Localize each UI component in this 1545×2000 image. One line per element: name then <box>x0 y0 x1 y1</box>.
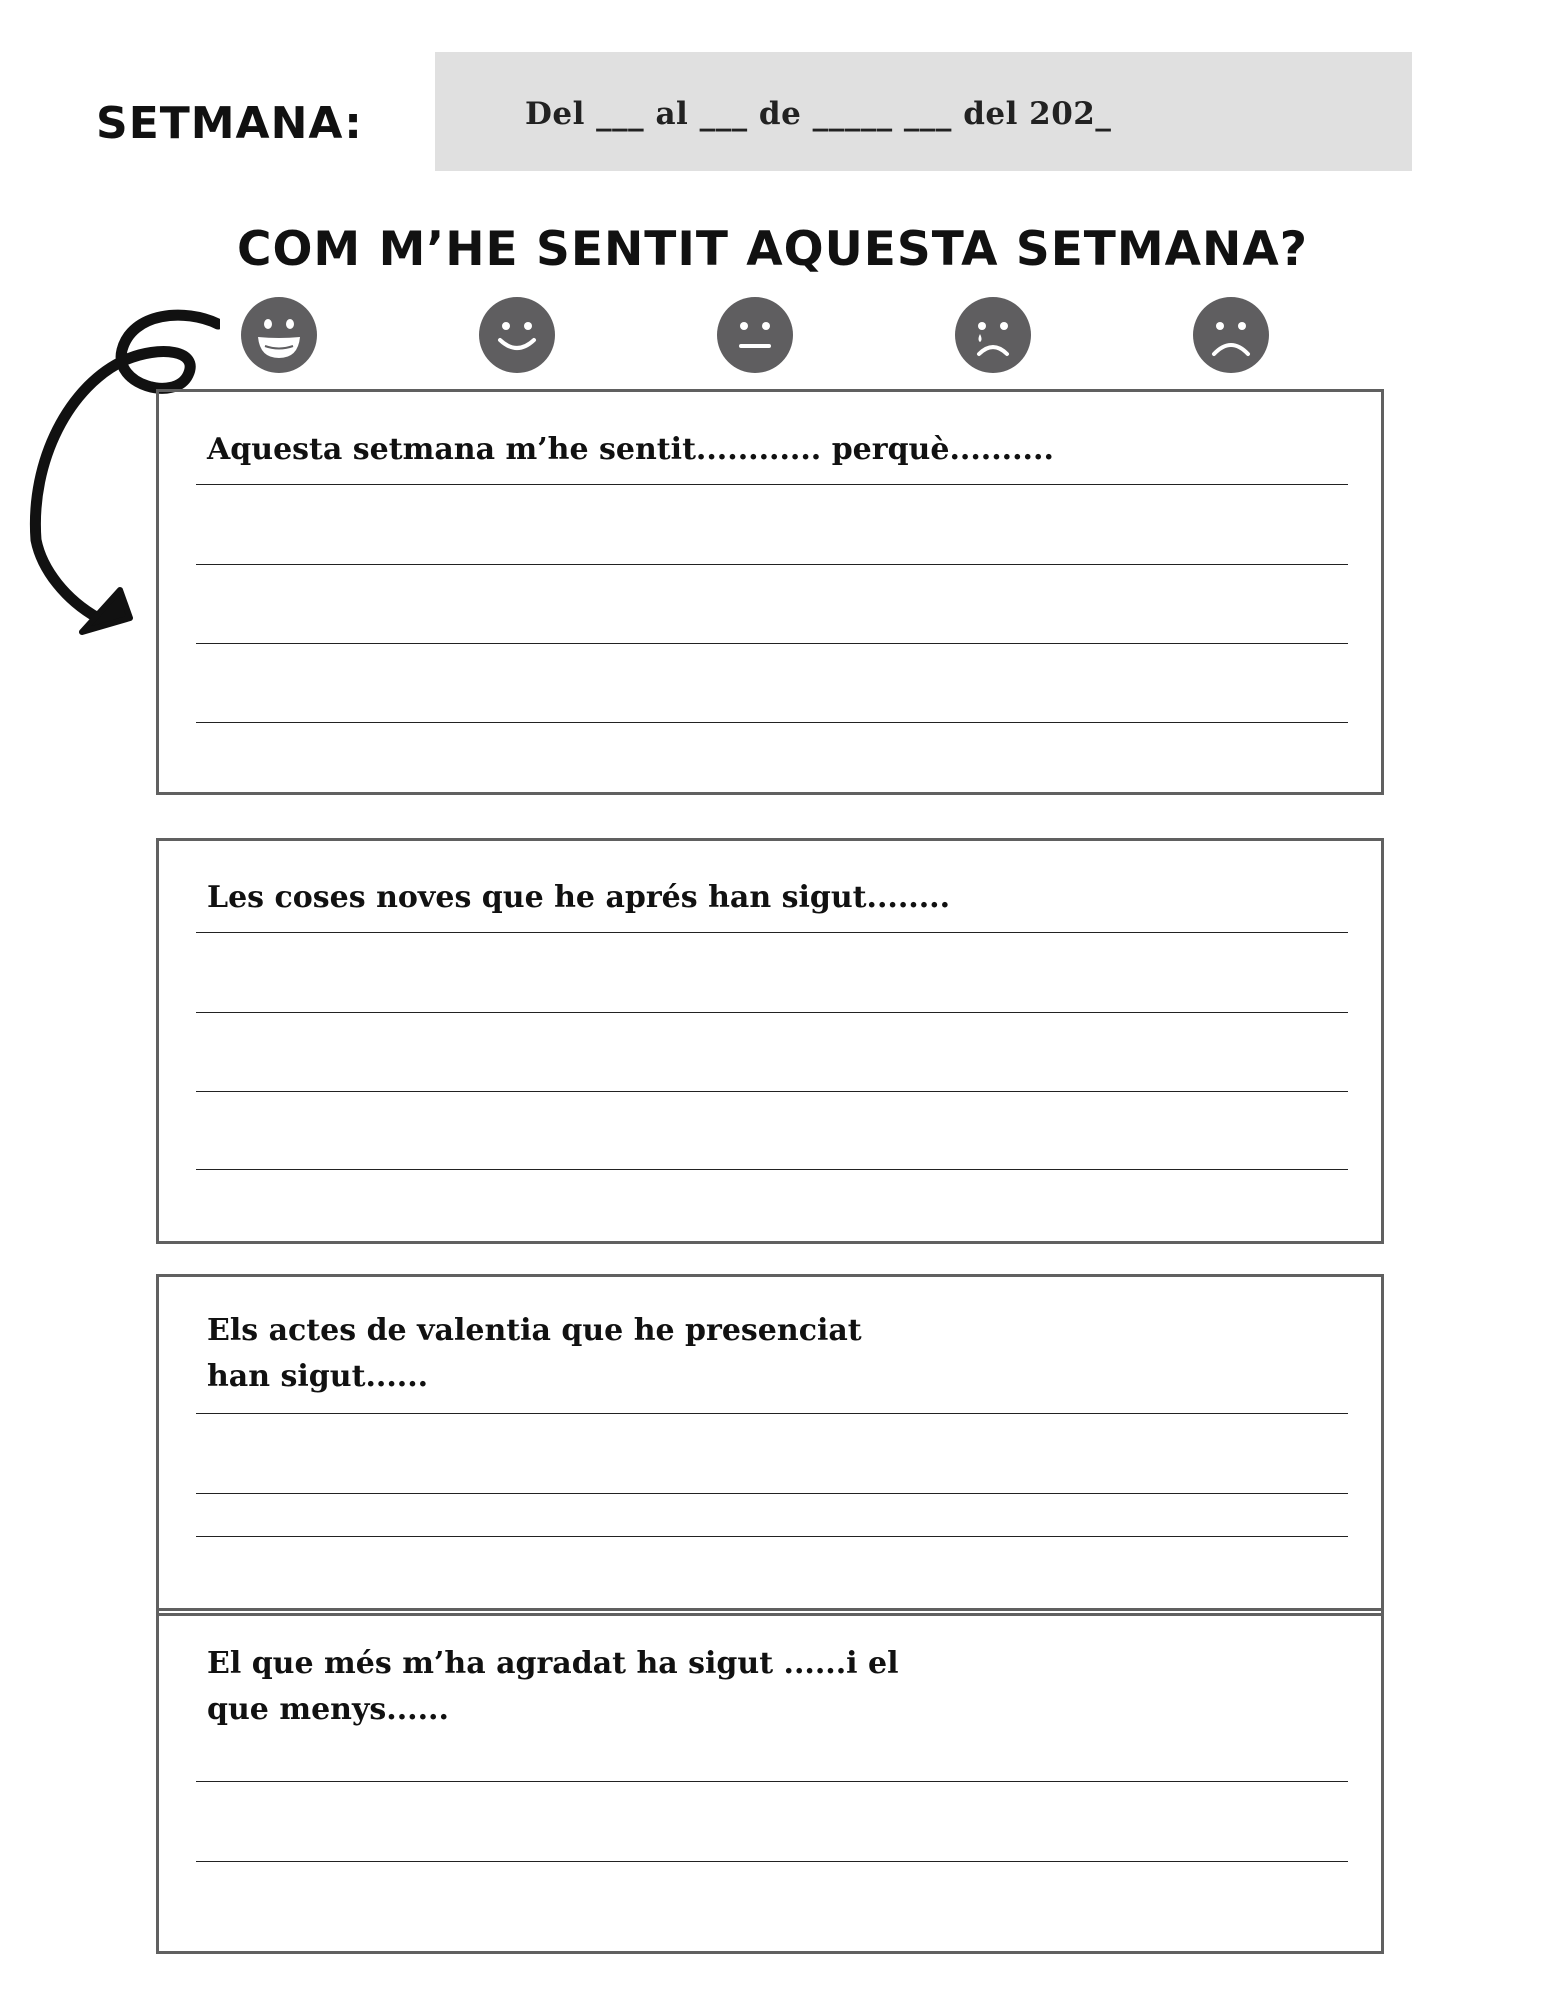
liked-section <box>156 1608 1384 1954</box>
writing-line[interactable] <box>196 643 1348 644</box>
setmana-label: SETMANA: <box>96 98 363 149</box>
smile-face-icon[interactable] <box>478 296 556 374</box>
learned-prompt: Les coses noves que he aprés han sigut........ <box>207 880 951 915</box>
writing-line[interactable] <box>196 1781 1348 1782</box>
date-fill-line: Del ___ al ___ de _____ ___ del 202_ <box>525 96 1112 132</box>
learned-section <box>156 838 1384 1244</box>
date-box <box>435 52 1412 171</box>
writing-line[interactable] <box>196 1169 1348 1170</box>
crying-face-icon[interactable] <box>954 296 1032 374</box>
writing-line[interactable] <box>196 1091 1348 1092</box>
writing-line[interactable] <box>196 564 1348 565</box>
writing-line[interactable] <box>196 1861 1348 1862</box>
sad-face-icon[interactable] <box>1192 296 1270 374</box>
page-title: COM M’HE SENTIT AQUESTA SETMANA? <box>236 222 1308 277</box>
writing-line[interactable] <box>196 722 1348 723</box>
neutral-face-icon[interactable] <box>716 296 794 374</box>
courage-section <box>156 1274 1384 1616</box>
liked-prompt: El que més m’ha agradat ha sigut ......i el que menys...... <box>207 1646 899 1727</box>
writing-line[interactable] <box>196 1493 1348 1494</box>
courage-prompt: Els actes de valentia que he presenciat han sigut...... <box>207 1313 862 1394</box>
mood-faces <box>0 296 1545 376</box>
writing-line[interactable] <box>196 1536 1348 1537</box>
feelings-section <box>156 389 1384 795</box>
writing-line[interactable] <box>196 484 1348 485</box>
feelings-prompt: Aquesta setmana m’he sentit............ perquè.......... <box>207 432 1054 467</box>
writing-line[interactable] <box>196 1413 1348 1414</box>
writing-line[interactable] <box>196 1012 1348 1013</box>
big-smile-face-icon[interactable] <box>240 296 318 374</box>
writing-line[interactable] <box>196 932 1348 933</box>
